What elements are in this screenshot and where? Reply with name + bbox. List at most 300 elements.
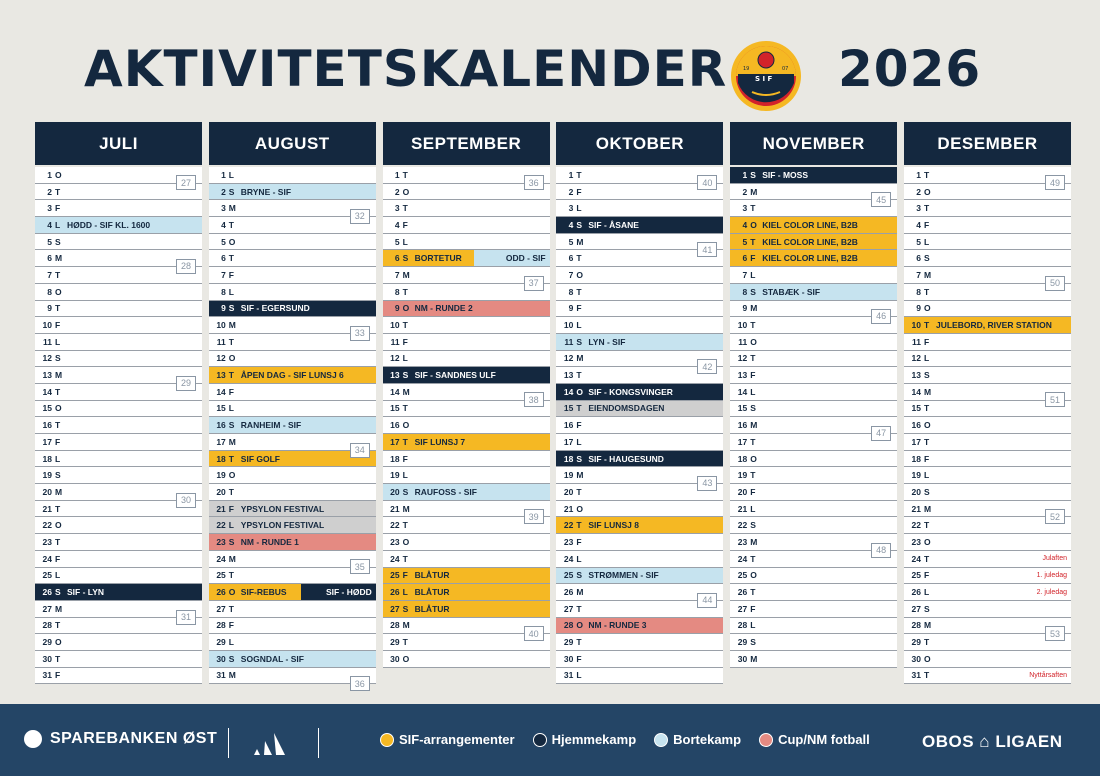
- week-number: 45: [871, 192, 891, 207]
- day-number: 15: [737, 403, 748, 414]
- weekday-letter: L: [576, 203, 582, 214]
- day-number: 23: [42, 536, 52, 547]
- weekday-letter: M: [750, 653, 758, 664]
- day-number: 6: [394, 253, 400, 264]
- day-number: 20: [563, 486, 574, 497]
- weekday-letter: T: [402, 553, 408, 564]
- day-number: 3: [742, 203, 748, 214]
- day-number: 15: [563, 403, 574, 414]
- svg-text:S I F: S I F: [755, 75, 773, 83]
- day-number: 9: [916, 303, 921, 314]
- weekday-letter: F: [576, 653, 582, 664]
- day-number: 3: [568, 203, 574, 214]
- event-label: SIF LUNSJ 7: [414, 436, 466, 447]
- weekday-letter: L: [750, 620, 756, 631]
- weekday-letter: F: [576, 536, 582, 547]
- day-number: 19: [563, 470, 574, 481]
- month-column: [556, 122, 723, 684]
- day-row: [35, 284, 202, 301]
- day-number: 21: [911, 503, 921, 514]
- day-row: [209, 184, 376, 201]
- weekday-letter: T: [576, 286, 582, 297]
- day-row: [730, 451, 897, 468]
- day-number: 12: [390, 353, 400, 364]
- week-number: 34: [350, 443, 370, 458]
- legend-item: [380, 732, 515, 747]
- day-number: 17: [216, 436, 226, 447]
- weekday-letter: F: [402, 219, 408, 230]
- day-number: 6: [568, 253, 574, 264]
- week-number: 30: [176, 493, 196, 508]
- day-row: [556, 451, 723, 468]
- svg-text:07: 07: [782, 66, 789, 72]
- day-row: [383, 317, 550, 334]
- week-number: 49: [1045, 175, 1065, 190]
- obos-label: OBOS: [922, 732, 975, 751]
- day-row: [383, 367, 550, 384]
- weekday-letter: F: [402, 570, 408, 581]
- day-row: [730, 284, 897, 301]
- footer: [0, 704, 1100, 776]
- weekday-letter: S: [750, 403, 756, 414]
- week-number: 52: [1045, 509, 1065, 524]
- day-row: [383, 551, 550, 568]
- weekday-letter: T: [55, 420, 61, 431]
- weekday-letter: T: [402, 169, 408, 180]
- day-number: 13: [216, 370, 226, 381]
- event-label: YPSYLON FESTIVAL: [240, 503, 325, 514]
- day-number: 29: [390, 637, 400, 648]
- legend-item: [654, 732, 741, 747]
- day-number: 12: [216, 353, 226, 364]
- weekday-letter: M: [402, 269, 410, 280]
- day-number: 7: [47, 269, 52, 280]
- day-number: 21: [563, 503, 574, 514]
- weekday-letter: O: [228, 236, 236, 247]
- week-number: 40: [697, 175, 717, 190]
- weekday-letter: F: [576, 186, 582, 197]
- weekday-letter: O: [750, 219, 757, 230]
- day-row: [904, 467, 1071, 484]
- event-label: RAUFOSS - SIF: [414, 486, 477, 497]
- weekday-letter: T: [924, 670, 930, 681]
- day-row: [730, 584, 897, 601]
- event-label: BLÅTUR: [414, 587, 450, 598]
- day-row: [383, 301, 550, 318]
- day-row: [35, 551, 202, 568]
- week-number: 37: [524, 276, 544, 291]
- weekday-letter: T: [402, 403, 408, 414]
- weekday-letter: T: [750, 353, 756, 364]
- day-number: 2: [394, 186, 400, 197]
- weekday-letter: S: [924, 253, 930, 264]
- day-number: 27: [911, 603, 921, 614]
- event-label: BORTETUR: [414, 253, 462, 264]
- weekday-letter: T: [228, 453, 234, 464]
- week-number: 36: [350, 676, 370, 691]
- day-row: [730, 267, 897, 284]
- weekday-letter: L: [228, 403, 234, 414]
- event-label: SIF-REBUS: [240, 587, 287, 598]
- day-number: 27: [563, 603, 574, 614]
- day-row: [35, 668, 202, 685]
- weekday-letter: M: [750, 303, 758, 314]
- calendar-grid: [35, 122, 1067, 689]
- day-row: [730, 217, 897, 234]
- day-row: [209, 417, 376, 434]
- day-number: 31: [911, 670, 921, 681]
- weekday-letter: T: [55, 536, 61, 547]
- day-row: [730, 634, 897, 651]
- week-number: 42: [697, 359, 717, 374]
- weekday-letter: L: [750, 503, 756, 514]
- day-number: 7: [221, 269, 226, 280]
- day-number: 10: [911, 320, 921, 331]
- day-row: [904, 234, 1071, 251]
- day-row: [730, 367, 897, 384]
- svg-text:19: 19: [743, 66, 750, 72]
- day-row: [35, 234, 202, 251]
- week-number: 36: [524, 175, 544, 190]
- event-right: SIF - HØDD: [301, 584, 376, 600]
- event-label: EIENDOMSDAGEN: [588, 403, 665, 414]
- week-number: 31: [176, 610, 196, 625]
- day-number: 8: [221, 286, 226, 297]
- day-row: [209, 367, 376, 384]
- day-number: 15: [390, 403, 400, 414]
- weekday-letter: S: [750, 169, 756, 180]
- day-number: 1: [47, 169, 52, 180]
- sparebanken-label: SPAREBANKEN ØST: [50, 730, 218, 747]
- day-row: [209, 250, 376, 267]
- weekday-letter: T: [55, 620, 61, 631]
- weekday-letter: F: [228, 620, 234, 631]
- day-number: 20: [911, 486, 921, 497]
- day-number: 27: [42, 603, 52, 614]
- event-label: BRYNE - SIF: [240, 186, 292, 197]
- day-number: 17: [390, 436, 400, 447]
- day-number: 8: [742, 286, 748, 297]
- day-number: 10: [216, 320, 226, 331]
- day-row: [730, 467, 897, 484]
- weekday-letter: S: [55, 353, 61, 364]
- weekday-letter: O: [576, 620, 584, 631]
- weekday-letter: T: [576, 520, 582, 531]
- day-number: 5: [47, 236, 52, 247]
- day-row: [556, 568, 723, 585]
- day-row: [904, 551, 1071, 568]
- month-column: [209, 122, 376, 689]
- weekday-letter: T: [402, 520, 408, 531]
- day-row: [730, 651, 897, 668]
- day-row: [904, 334, 1071, 351]
- day-number: 12: [737, 353, 748, 364]
- day-number: 7: [394, 269, 400, 280]
- day-number: 1: [568, 169, 574, 180]
- weekday-letter: T: [228, 603, 234, 614]
- weekday-letter: M: [228, 436, 236, 447]
- day-number: 5: [221, 236, 226, 247]
- day-row: [556, 217, 723, 234]
- weekday-letter: T: [228, 370, 234, 381]
- weekday-letter: T: [750, 320, 756, 331]
- day-number: 16: [737, 420, 748, 431]
- weekday-letter: S: [576, 570, 583, 581]
- weekday-letter: M: [576, 470, 584, 481]
- weekday-letter: T: [55, 269, 61, 280]
- holiday-label: Julaften: [1042, 555, 1067, 563]
- day-number: 30: [911, 653, 921, 664]
- day-number: 30: [737, 653, 748, 664]
- weekday-letter: F: [576, 303, 582, 314]
- day-row: [383, 451, 550, 468]
- weekday-letter: S: [402, 253, 409, 264]
- day-number: 14: [737, 386, 748, 397]
- weekday-letter: L: [576, 553, 582, 564]
- day-number: 13: [42, 370, 52, 381]
- weekday-letter: O: [576, 386, 584, 397]
- event-label: NM - RUNDE 3: [588, 620, 647, 631]
- day-number: 24: [563, 553, 574, 564]
- day-number: 4: [916, 219, 921, 230]
- week-number: 43: [697, 476, 717, 491]
- day-number: 22: [911, 520, 921, 531]
- weekday-letter: L: [576, 320, 582, 331]
- page-title: AKTIVITETSKALENDER: [84, 40, 728, 98]
- weekday-letter: M: [55, 603, 63, 614]
- weekday-letter: T: [750, 553, 756, 564]
- day-row: [556, 651, 723, 668]
- weekday-letter: M: [576, 353, 584, 364]
- day-row: [35, 651, 202, 668]
- weekday-letter: O: [228, 587, 236, 598]
- weekday-letter: S: [750, 286, 756, 297]
- day-row: [383, 351, 550, 368]
- month-header: NOVEMBER: [730, 122, 897, 165]
- day-number: 28: [737, 620, 748, 631]
- day-number: 24: [42, 553, 52, 564]
- day-number: 9: [394, 303, 400, 314]
- day-row: [209, 267, 376, 284]
- day-row: [35, 401, 202, 418]
- day-row: [35, 301, 202, 318]
- day-row: [209, 584, 376, 601]
- day-number: 30: [390, 653, 400, 664]
- day-number: 25: [42, 570, 52, 581]
- day-number: 28: [390, 620, 400, 631]
- weekday-letter: O: [402, 303, 410, 314]
- weekday-letter: T: [924, 403, 930, 414]
- day-number: 6: [742, 253, 748, 264]
- weekday-letter: S: [228, 420, 235, 431]
- day-row: [383, 651, 550, 668]
- day-row: [209, 351, 376, 368]
- day-number: 2: [916, 186, 921, 197]
- day-number: 22: [390, 520, 400, 531]
- header: [0, 0, 1100, 120]
- day-number: 30: [563, 653, 574, 664]
- weekday-letter: F: [55, 436, 61, 447]
- day-row: [35, 467, 202, 484]
- weekday-letter: O: [924, 186, 931, 197]
- day-number: 29: [563, 637, 574, 648]
- weekday-letter: F: [228, 503, 234, 514]
- day-number: 6: [916, 253, 921, 264]
- day-row: [209, 284, 376, 301]
- weekday-letter: T: [402, 320, 408, 331]
- club-logo-icon: [730, 40, 802, 112]
- event-label: NM - RUNDE 2: [414, 303, 473, 314]
- holiday-label: Nyttårsaften: [1029, 671, 1067, 679]
- day-number: 3: [394, 203, 400, 214]
- day-number: 21: [390, 503, 400, 514]
- day-number: 22: [737, 520, 748, 531]
- weekday-letter: L: [55, 453, 61, 464]
- day-row: [904, 200, 1071, 217]
- weekday-letter: T: [750, 203, 756, 214]
- weekday-letter: O: [750, 336, 757, 347]
- day-number: 28: [911, 620, 921, 631]
- event-label: SIF LUNSJ 8: [588, 520, 639, 531]
- day-number: 15: [42, 403, 52, 414]
- legend: [380, 732, 870, 747]
- day-row: [209, 534, 376, 551]
- weekday-letter: M: [924, 620, 932, 631]
- day-number: 23: [390, 536, 400, 547]
- day-row: [904, 351, 1071, 368]
- day-row: [556, 534, 723, 551]
- day-row: [556, 551, 723, 568]
- weekday-letter: T: [228, 486, 234, 497]
- weekday-letter: M: [750, 186, 758, 197]
- day-row: [730, 568, 897, 585]
- weekday-letter: O: [576, 269, 584, 280]
- weekday-letter: F: [750, 486, 756, 497]
- day-number: 1: [221, 169, 226, 180]
- event-label: KIEL COLOR LINE, B2B: [762, 219, 858, 230]
- weekday-letter: M: [228, 203, 236, 214]
- day-number: 23: [737, 536, 748, 547]
- month-header: OKTOBER: [556, 122, 723, 165]
- day-row: [904, 451, 1071, 468]
- weekday-letter: T: [924, 320, 930, 331]
- year: 2026: [838, 40, 982, 98]
- day-number: 23: [563, 536, 574, 547]
- day-number: 29: [42, 637, 52, 648]
- day-row: [383, 200, 550, 217]
- weekday-letter: O: [55, 403, 62, 414]
- weekday-letter: S: [228, 303, 235, 314]
- day-row: [556, 301, 723, 318]
- weekday-letter: T: [924, 520, 930, 531]
- day-row: [730, 517, 897, 534]
- day-row: [730, 167, 897, 184]
- weekday-letter: L: [924, 470, 930, 481]
- adidas-logo-icon: [252, 729, 296, 757]
- weekday-letter: T: [924, 553, 930, 564]
- day-row: [904, 601, 1071, 618]
- weekday-letter: T: [55, 653, 61, 664]
- day-number: 28: [42, 620, 52, 631]
- day-number: 13: [737, 370, 748, 381]
- day-row: [730, 334, 897, 351]
- weekday-letter: M: [55, 486, 63, 497]
- weekday-letter: F: [55, 203, 61, 214]
- weekday-letter: T: [924, 436, 930, 447]
- day-number: 14: [42, 386, 52, 397]
- day-number: 18: [737, 453, 748, 464]
- sparebanken-logo-icon: [24, 730, 42, 748]
- weekday-letter: T: [228, 336, 234, 347]
- day-number: 12: [563, 353, 574, 364]
- day-row: [904, 317, 1071, 334]
- weekday-letter: L: [402, 236, 408, 247]
- weekday-letter: L: [924, 353, 930, 364]
- day-row: [35, 334, 202, 351]
- day-number: 21: [42, 503, 52, 514]
- day-number: 20: [737, 486, 748, 497]
- day-number: 14: [563, 386, 574, 397]
- weekday-letter: L: [228, 637, 234, 648]
- day-number: 11: [216, 336, 226, 347]
- month-column: [383, 122, 550, 668]
- legend-swatch: [759, 733, 773, 747]
- day-number: 25: [390, 570, 400, 581]
- event-label: SIF - HAUGESUND: [588, 453, 664, 464]
- weekday-letter: L: [750, 269, 756, 280]
- sponsor-sparebanken: [24, 730, 217, 748]
- day-row: [383, 484, 550, 501]
- day-row: [730, 401, 897, 418]
- day-row: [209, 484, 376, 501]
- day-number: 25: [737, 570, 748, 581]
- event-label: ÅPEN DAG - SIF LUNSJ 6: [240, 370, 344, 381]
- event-label: SIF - MOSS: [762, 169, 808, 180]
- day-number: 14: [216, 386, 226, 397]
- day-row: [35, 534, 202, 551]
- weekday-letter: F: [576, 420, 582, 431]
- weekday-letter: L: [402, 353, 408, 364]
- legend-label: Bortekamp: [673, 732, 742, 747]
- day-row: [383, 334, 550, 351]
- day-number: 9: [568, 303, 574, 314]
- day-number: 18: [216, 453, 226, 464]
- week-number: 48: [871, 543, 891, 558]
- day-row: [904, 217, 1071, 234]
- day-number: 23: [911, 536, 921, 547]
- day-row: [556, 634, 723, 651]
- day-row: [556, 384, 723, 401]
- event-label: SIF GOLF: [240, 453, 280, 464]
- day-number: 16: [911, 420, 921, 431]
- week-number: 27: [176, 175, 196, 190]
- weekday-letter: S: [55, 587, 61, 598]
- day-number: 26: [216, 587, 226, 598]
- weekday-letter: T: [576, 169, 582, 180]
- day-number: 1: [742, 169, 748, 180]
- ligaen-label: LIGAEN: [995, 732, 1063, 751]
- weekday-letter: T: [402, 436, 408, 447]
- legend-label: SIF-arrangementer: [399, 732, 515, 747]
- weekday-letter: T: [576, 637, 582, 648]
- event-label: LYN - SIF: [588, 336, 626, 347]
- weekday-letter: L: [402, 470, 408, 481]
- day-number: 13: [911, 370, 921, 381]
- day-row: [904, 301, 1071, 318]
- day-number: 19: [42, 470, 52, 481]
- day-row: [730, 384, 897, 401]
- weekday-letter: S: [228, 186, 235, 197]
